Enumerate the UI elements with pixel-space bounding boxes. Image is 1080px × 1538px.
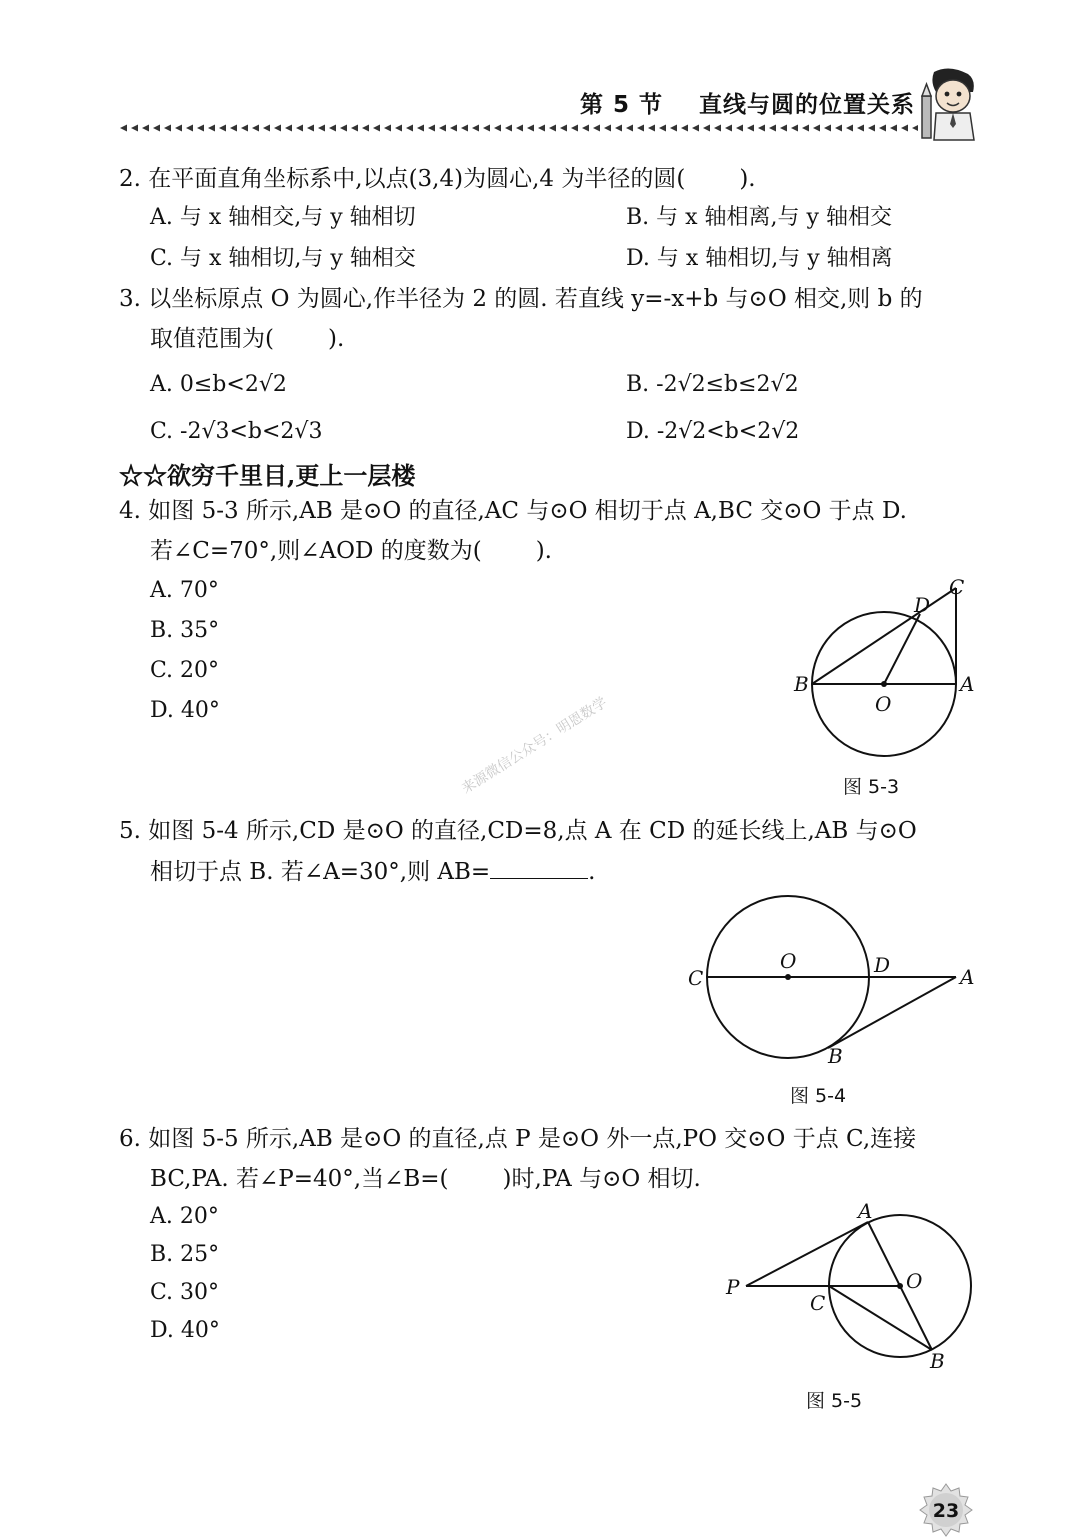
rule-arrow (219, 125, 226, 132)
label-a: A (858, 1199, 873, 1223)
rule-arrow (406, 125, 413, 132)
label-p: P (726, 1275, 740, 1299)
rule-arrow (175, 125, 182, 132)
q3-option-c: C. -2√3<b<2√3 (150, 419, 323, 444)
rule-arrow (604, 125, 611, 132)
answer-blank (490, 856, 588, 879)
q4-stem-line1: 4. 如图 5-3 所示,AB 是⊙O 的直径,AC 与⊙O 相切于点 A,BC 交⊙O 于点 D. (119, 498, 907, 524)
rule-arrow (879, 125, 886, 132)
rule-arrow (395, 125, 402, 132)
rule-arrow (758, 125, 765, 132)
rule-arrow (428, 125, 435, 132)
rule-arrow (340, 125, 347, 132)
line-pa (746, 1222, 868, 1286)
rule-arrow (780, 125, 787, 132)
rule-arrow (725, 125, 732, 132)
q5-stem-line2: 相切于点 B. 若∠A=30°,则 AB= . (150, 856, 595, 887)
rule-arrow (307, 125, 314, 132)
rule-arrow (615, 125, 622, 132)
tangent-ab (828, 977, 956, 1048)
rule-arrow (450, 125, 457, 132)
q2-option-b: B. 与 x 轴相离,与 y 轴相交 (626, 205, 892, 230)
q6-option-a: A. 20° (150, 1204, 219, 1229)
rule-arrow (747, 125, 754, 132)
rule-arrow (538, 125, 545, 132)
rule-arrow (681, 125, 688, 132)
q3-stem-line2: 取值范围为( ). (150, 326, 345, 352)
label-d: D (914, 593, 931, 617)
q2-option-c: C. 与 x 轴相切,与 y 轴相交 (150, 246, 416, 271)
page-header-title (580, 86, 915, 119)
q4-option-a: A. 70° (150, 578, 219, 603)
label-b: B (828, 1044, 843, 1068)
rule-arrow (362, 125, 369, 132)
rule-arrow (670, 125, 677, 132)
rule-arrow (120, 125, 127, 132)
rule-arrow (186, 125, 193, 132)
rule-arrow (582, 125, 589, 132)
rule-arrow (835, 125, 842, 132)
rule-arrow (494, 125, 501, 132)
rule-arrow (197, 125, 204, 132)
rule-arrow (439, 125, 446, 132)
label-o: O (906, 1269, 923, 1293)
rule-arrow (648, 125, 655, 132)
rule-arrow (373, 125, 380, 132)
label-c: C (810, 1291, 826, 1315)
rule-arrow (296, 125, 303, 132)
rule-arrow (505, 125, 512, 132)
section-label: 第 5 节 (579, 92, 663, 118)
rule-arrow (692, 125, 699, 132)
label-a: A (960, 965, 975, 989)
rule-arrow (736, 125, 743, 132)
rule-arrow (791, 125, 798, 132)
rule-arrow (208, 125, 215, 132)
rule-arrow (857, 125, 864, 132)
rule-arrow (593, 125, 600, 132)
figure-5-3-caption: 图 5-3 (843, 776, 900, 798)
rule-arrow (527, 125, 534, 132)
rule-arrow (824, 125, 831, 132)
watermark: 来源微信公众号：明恩数学 (459, 694, 611, 798)
rule-arrow (637, 125, 644, 132)
q6-stem-line2: BC,PA. 若∠P=40°,当∠B=( )时,PA 与⊙O 相切. (150, 1166, 701, 1192)
rule-arrow (549, 125, 556, 132)
label-b: B (794, 672, 809, 696)
rule-arrow (659, 125, 666, 132)
rule-arrow (164, 125, 171, 132)
rule-arrow (384, 125, 391, 132)
q3-option-a: A. 0≤b<2√2 (150, 372, 287, 397)
q4-option-b: B. 35° (150, 618, 220, 643)
rule-arrow (285, 125, 292, 132)
rule-arrow (516, 125, 523, 132)
center-point-o (881, 681, 887, 687)
secant-bc (812, 588, 956, 684)
label-b: B (930, 1349, 945, 1373)
mascot-icon (918, 66, 980, 142)
rule-arrow (131, 125, 138, 132)
label-a: A (960, 672, 975, 696)
rule-arrow (714, 125, 721, 132)
rule-arrow (318, 125, 325, 132)
rule-arrow (461, 125, 468, 132)
rule-arrow (252, 125, 259, 132)
rule-arrow (417, 125, 424, 132)
rule-arrow (153, 125, 160, 132)
q3-option-b: B. -2√2≤b≤2√2 (626, 372, 799, 397)
rule-arrow (703, 125, 710, 132)
rule-arrow (769, 125, 776, 132)
q6-stem-line1: 6. 如图 5-5 所示,AB 是⊙O 的直径,点 P 是⊙O 外一点,PO 交⊙O 于点 C,连接 (119, 1126, 917, 1152)
q5-stem-line1: 5. 如图 5-4 所示,CD 是⊙O 的直径,CD=8,点 A 在 CD 的延长线上,AB 与⊙O (119, 818, 917, 844)
q2-option-d: D. 与 x 轴相切,与 y 轴相离 (626, 246, 893, 271)
label-o: O (780, 949, 797, 973)
rule-arrow (329, 125, 336, 132)
figure-5-4 (680, 890, 980, 1080)
rule-arrow (483, 125, 490, 132)
q6-option-d: D. 40° (150, 1318, 220, 1343)
rule-arrow (263, 125, 270, 132)
q4-stem-line2: 若∠C=70°,则∠AOD 的度数为( ). (150, 538, 552, 564)
label-d: D (874, 953, 891, 977)
figure-5-4-caption: 图 5-4 (790, 1085, 847, 1107)
label-c: C (949, 575, 965, 599)
figure-5-5-caption: 图 5-5 (806, 1390, 863, 1412)
rule-arrow (802, 125, 809, 132)
q3-option-d: D. -2√2<b<2√2 (626, 419, 800, 444)
rule-arrow (813, 125, 820, 132)
rule-arrow (142, 125, 149, 132)
page-number: 23 (932, 1500, 960, 1522)
header-divider (118, 124, 918, 132)
figure-5-5 (720, 1196, 990, 1376)
q4-option-c: C. 20° (150, 658, 220, 683)
q6-option-b: B. 25° (150, 1242, 220, 1267)
center-point-o (785, 974, 791, 980)
q2-option-a: A. 与 x 轴相交,与 y 轴相切 (150, 205, 416, 230)
rule-arrow (868, 125, 875, 132)
rule-arrow (351, 125, 358, 132)
rule-arrow (560, 125, 567, 132)
q2-stem: 2. 在平面直角坐标系中,以点(3,4)为圆心,4 为半径的圆( ). (119, 166, 756, 192)
rule-arrow (472, 125, 479, 132)
chapter-title: 直线与圆的位置关系 (699, 92, 915, 118)
rule-arrow (274, 125, 281, 132)
rule-arrow (890, 125, 897, 132)
label-o: O (875, 692, 892, 716)
rule-arrow (241, 125, 248, 132)
rule-arrow (626, 125, 633, 132)
q4-option-d: D. 40° (150, 698, 220, 723)
q3-stem-line1: 3. 以坐标原点 O 为圆心,作半径为 2 的圆. 若直线 y=-x+b 与⊙O 相交,则 b 的 (119, 286, 923, 312)
rule-arrow (230, 125, 237, 132)
center-point-o (897, 1283, 903, 1289)
section-heading: ☆☆欲穷千里目,更上一层楼 (119, 461, 416, 490)
figure-5-3 (780, 570, 990, 770)
rule-arrow (846, 125, 853, 132)
rule-arrow (901, 125, 908, 132)
rule-arrow (571, 125, 578, 132)
label-c: C (688, 966, 704, 990)
q6-option-c: C. 30° (150, 1280, 220, 1305)
